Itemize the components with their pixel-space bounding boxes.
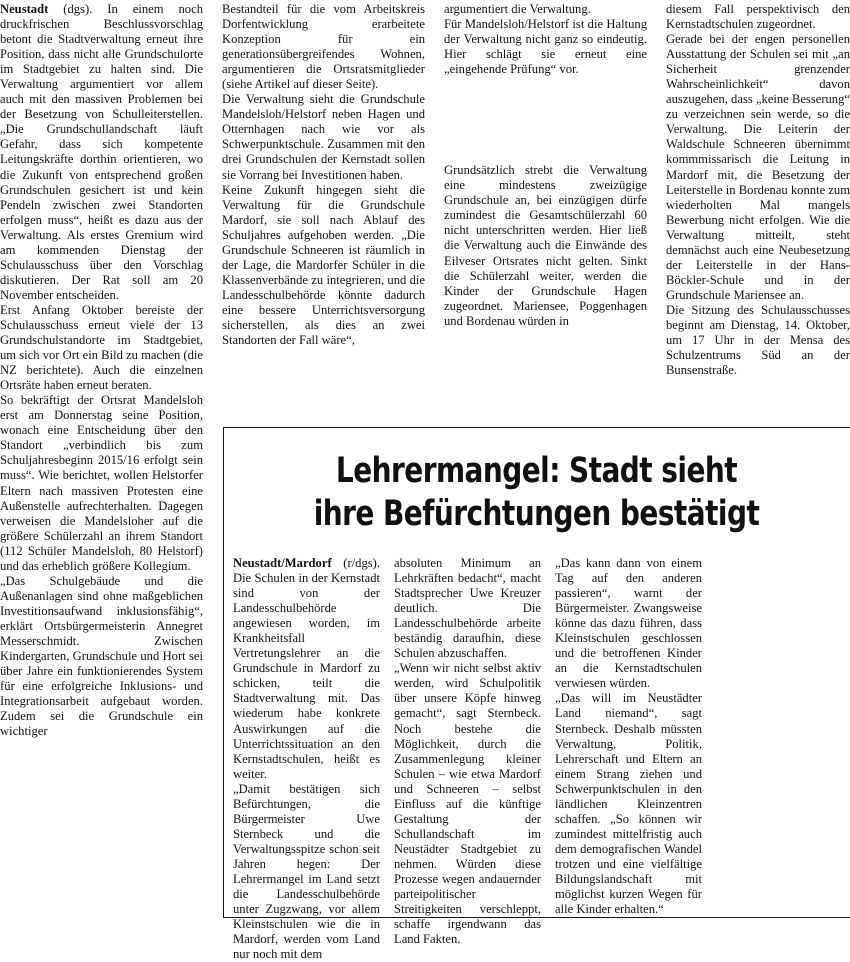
lower-col3-para-2: „Das will im Neustädter Land niemand“, sagt Sternbeck. Deshalb müssten Verwaltung, Politik, Lehrerschaft und Eltern an einem Strang ziehen und Schwerpunktschulen in den ländlichen Kleinzentren schaffen. „So können wir zumindest mittelfristig auch dem demografischen Wandel trotzen und eine vielfältige Bildungslandschaft mit möglichst kurzen Wegen für alle Kinder erhalten.“ xyxy=(555,691,702,917)
upper-article-column-4 xyxy=(666,2,850,378)
upper-dateline: Neustadt xyxy=(0,2,49,16)
lower-article-column-3 xyxy=(555,556,702,917)
lower-article-column-2 xyxy=(394,556,541,947)
lower-col1-para-1 xyxy=(233,556,380,782)
lower-col2-para-1: absoluten Minimum an Lehrkräften bedacht“, macht Stadtsprecher Uwe Kreuzer deutlich. Die Landesschulbehörde arbeite beständig daraufhin, diese Schulen abzuschaffen. xyxy=(394,556,541,661)
upper-col1-para-1 xyxy=(0,2,203,303)
column-gap-spacer xyxy=(444,77,647,163)
lower-col1-text-1: Die Schulen in der Kernstadt sind von der Landesschulbehörde angewiesen worden, im Krankheitsfall Vertretungslehrer an die Grundschule in Mardorf zu schicken, teilt die Stadtverwaltung mit. Das wiederum habe konkrete Auswirkungen auf die Unterrichtssituation an den Kernstadtschulen, heißt es weiter. xyxy=(233,571,380,781)
lower-dateline-suffix: (r/dgs). xyxy=(331,556,380,570)
lower-dateline: Neustadt/Mardorf xyxy=(233,556,332,570)
upper-col3-para-3: Grundsätzlich strebt die Verwaltung eine mindestens zweizügige Grundschule an, bei einzügigen dürfe zumindest die Gesamtschülerzahl 60 nicht unterschritten werden. Hier ließ die Verwaltung auch die Einwände des Eilveser Ortsrates nicht gelten. Sinkt die Schülerzahl weiter, werden die Kinder der Grundschule Hagen zugeordnet. Mariensee, Poggenhagen und Bordenau würden in xyxy=(444,163,647,328)
lower-article-headline xyxy=(287,450,787,536)
upper-col4-para-2: Gerade bei der engen personellen Ausstattung der Schulen sei mit „an Sicherheit grenzender Wahrscheinlichkeit“ davon auszugehen, dass „keine Besserung“ zu verzeichnen sein werde, so die Verwaltung. Die Leiterin der Waldschule Schneeren übernimmt kommmissarisch die Leitung in Mardorf mit, die Besetzung der Leiterstelle in Bordenau konnte zum wiederholten Mal mangels Bewerbung nicht erfolgen. Wie die Verwaltung mitteilt, steht demnächst auch eine Neubesetzung der Leiterstelle in der Hans-Böckler-Schule und in der Grundschule Mariensee an. xyxy=(666,32,850,302)
lower-article-column-1 xyxy=(233,556,380,962)
upper-dateline-suffix: (dgs). xyxy=(48,2,93,16)
upper-col2-para-3: Keine Zukunft hingegen sieht die Verwaltung für die Grundschule Mardorf, sie soll nach Ablauf des Schuljahres aufgehoben werden. „Die Grundschule Schneeren ist räumlich in der Lage, die Mardorfer Schüler in die Klassenverbände zu integrieren, und die Landesschulbehörde könnte dadurch eine bessere Unterrichtsversorgung sicherstellen, als dies an zwei Standorten der Fall wäre“, xyxy=(222,182,425,348)
upper-article-column-1 xyxy=(0,2,203,739)
upper-col1-para-3: So bekräftigt der Ortsrat Mandelsloh erst am Donnerstag seine Position, wonach eine Entscheidung über den Standort „verbindlich bis zum Schuljahresbeginn 2015/16 erfolgt sein muss“. Wie berichtet, wollen Helstorfer Eltern nach massiven Protesten eine Außenstelle aufrechterhalten. Dagegen verweisen die Mandelsloher auf die größere Schülerzahl an ihrem Standort (112 Schüler Mandelsloh, 80 Helstorf) und das erheblich größere Kollegium. xyxy=(0,393,203,573)
upper-col2-para-2: Die Verwaltung sieht die Grundschule Mandelsloh/Helstorf neben Hagen und Otternhagen nach wie vor als Schwerpunktschule. Zusammen mit den drei Grundschulen der Kernstadt sollen sie Vorrang bei Investitionen haben. xyxy=(222,92,425,182)
upper-col3-para-2: Für Mandelsloh/Helstorf ist die Haltung der Verwaltung nicht ganz so eindeutig. Hier schlägt sie erneut eine „eingehende Prüfung“ vor. xyxy=(444,17,647,77)
headline-line-1: Lehrermangel: Stadt sieht xyxy=(335,451,738,491)
headline-line-2: ihre Befürchtungen bestätigt xyxy=(313,494,760,534)
upper-col1-para-4: „Das Schulgebäude und die Außenanlagen sind ohne maßgeblichen Investitionsaufwand inklusionsfähig“, erklärt Ortsbürgermeisterin Annegret Messerschmidt. Zwischen Kindergarten, Grundschule und Hort sei über Jahre ein funktionierendes System für eine erfolgreiche Inklusions- und Integrationsarbeit aufgebaut worden. Zudem sei die Grundschule ein wichtiger xyxy=(0,573,203,739)
upper-col3-para-1: argumentiert die Verwaltung. xyxy=(444,2,591,16)
upper-article-column-2 xyxy=(222,2,425,348)
lower-col1-para-2: „Damit bestätigen sich Befürchtungen, die Bürgermeister Uwe Sternbeck und die Verwaltungsspitze schon seit Jahren hegen: Der Lehrermangel im Land setzt die Landesschulbehörde unter Zugzwang, vor allem Kleinstschulen wie die in Mardorf, werden vom Land nur noch mit dem xyxy=(233,781,380,962)
upper-col1-text-1: In einem noch druckfrischen Beschlussvorschlag betont die Stadtverwaltung erneut ihre Position, dass nicht alle Grundschulorte im Stadtgebiet zu halten sind. Die Verwaltung argumentiert vor allem auch mit den massiven Problemen bei der Besetzung von Schulleiterstellen. „Die Grundschullandschaft läuft Gefahr, dass sich kompetente Leitungskräfte dorthin orientieren, wo die Zukunft von entsprechend großen Grundschulen gesichert ist und kein Pendeln zwischen zwei Standorten erfolgen muss“, heißt es dazu aus der Verwaltung. Als erstes Gremium wird am kommenden Dienstag der Schulausschuss über den Vorschlag diskutieren. Der Rat soll am 20 November entscheiden. xyxy=(0,2,203,302)
upper-article-column-3 xyxy=(444,2,647,329)
lower-col3-para-1: „Das kann dann von einem Tag auf den anderen passieren“, warnt der Bürgermeister. Zwangsweise könne das dazu führen, dass Kleinstschulen geschlossen und die betroffenen Kinder an die Kernstadtschulen verwiesen würden. xyxy=(555,556,702,691)
upper-col1-para-2: Erst Anfang Oktober bereiste der Schulausschuss erneut viele der 13 Grundschulstandorte im Stadtgebiet, um sich vor Ort ein Bild zu machen (die NZ berichtete). Auch die einzelnen Ortsräte haben erneut beraten. xyxy=(0,302,203,393)
upper-col4-para-3: Die Sitzung des Schulausschusses beginnt am Dienstag, 14. Oktober, um 17 Uhr in der Mensa des Schulzentrums Süd an der Bunsenstraße. xyxy=(666,302,850,378)
upper-col4-para-1: diesem Fall perspektivisch den Kernstadtschulen zugeordnet. xyxy=(666,2,850,32)
upper-col2-para-1: Bestandteil für die vom Arbeitskreis Dorfentwicklung erarbeitete Konzeption für ein generationsübergreifendes Wohnen, argumentieren die Ortsratsmitglieder (siehe Artikel auf dieser Seite). xyxy=(222,2,425,92)
lower-col2-para-2: „Wenn wir nicht selbst aktiv werden, wird Schulpolitik über unsere Köpfe hinweg gemacht“, sagt Sternbeck. Noch bestehe die Möglichkeit, durch die Zusammenlegung kleiner Schulen – wie etwa Mardorf und Schneeren – selbst Einfluss auf die künftige Gestaltung der Schullandschaft im Neustädter Stadtgebiet zu nehmen. Würden diese Prozesse wegen andauernder parteipolitischer Streitigkeiten verschleppt, schaffe irgendwann das Land Fakten. xyxy=(394,661,541,947)
